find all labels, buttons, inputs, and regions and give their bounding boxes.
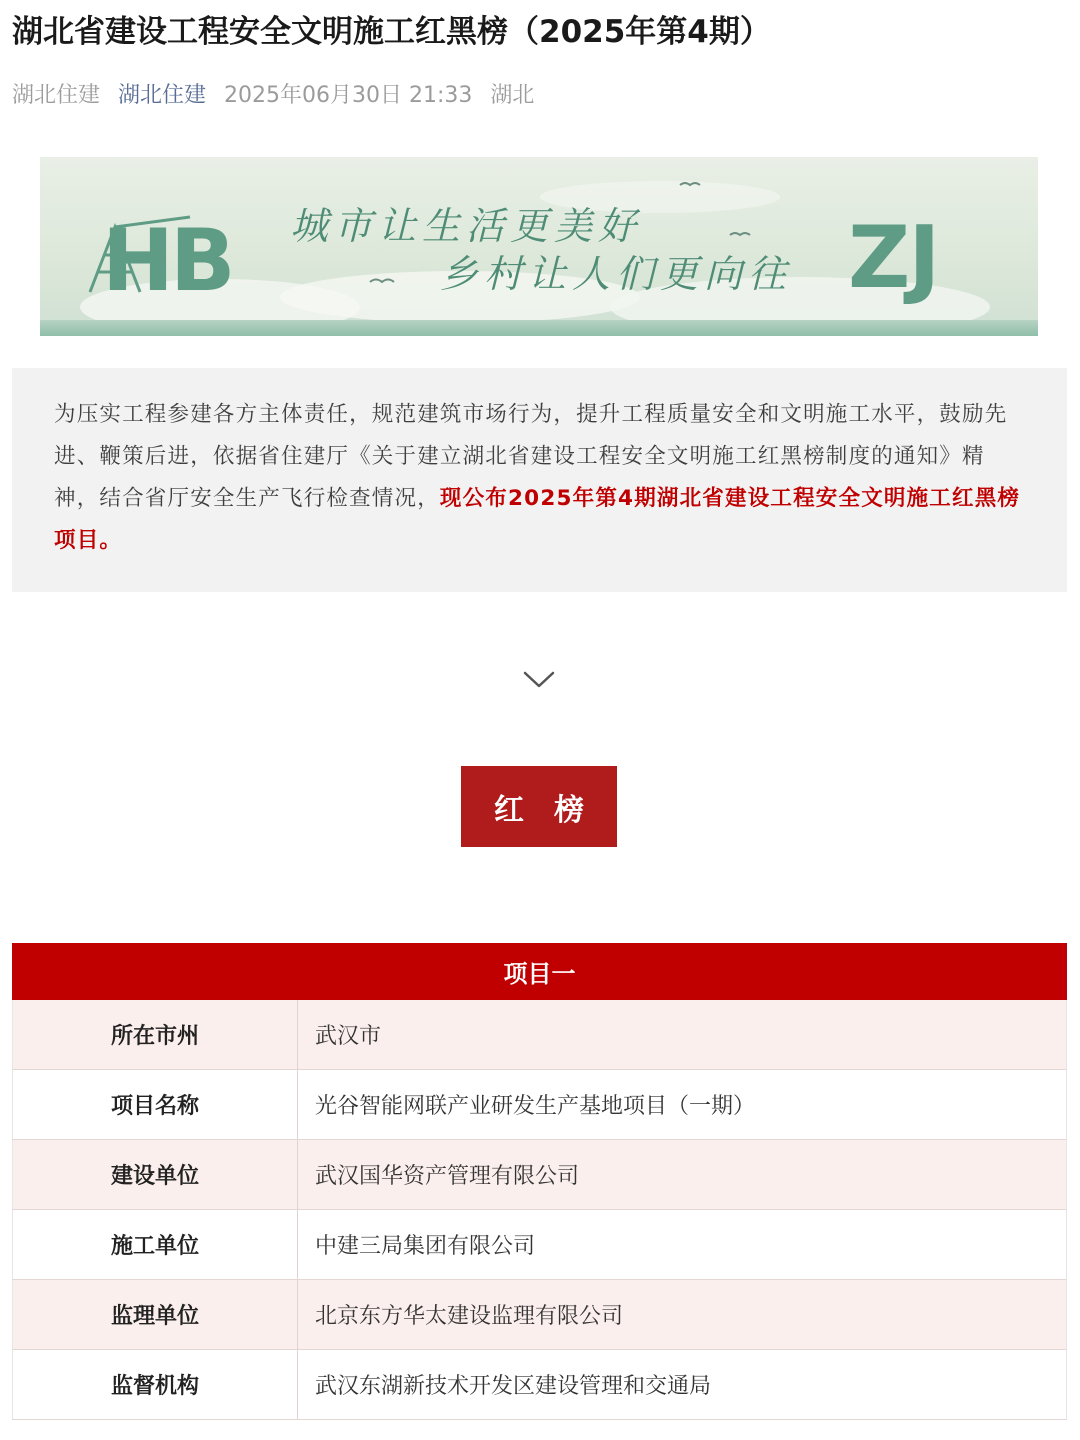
article-title: 湖北省建设工程安全文明施工红黑榜（2025年第4期） <box>12 14 771 50</box>
row-key: 所在市州 <box>13 1000 298 1069</box>
row-value: 武汉市 <box>315 1024 382 1049</box>
region: 湖北 <box>490 82 535 108</box>
project-table <box>12 943 1067 1420</box>
banner-slogan-line1: 城市让生活更美好 <box>290 204 643 248</box>
row-value: 北京东方华太建设监理有限公司 <box>315 1304 624 1329</box>
banner-logo-right: ZJ <box>848 208 939 308</box>
row-value: 光谷智能网联产业研发生产基地项目（一期） <box>315 1094 756 1119</box>
row-key: 监督机构 <box>13 1350 298 1419</box>
table-row <box>12 1140 1067 1210</box>
row-key: 施工单位 <box>13 1210 298 1279</box>
banner-illustration <box>40 157 1038 336</box>
banner-image <box>40 157 1038 336</box>
account-link[interactable]: 湖北住建 <box>118 82 207 108</box>
row-value: 武汉东湖新技术开发区建设管理和交通局 <box>315 1374 712 1399</box>
table-row <box>12 1070 1067 1140</box>
table-row <box>12 1000 1067 1070</box>
row-value: 中建三局集团有限公司 <box>315 1234 536 1259</box>
author: 湖北住建 <box>12 82 101 108</box>
table-row <box>12 1280 1067 1350</box>
chevron-down-icon[interactable] <box>522 668 556 692</box>
table-row <box>12 1210 1067 1280</box>
row-key: 建设单位 <box>13 1140 298 1209</box>
table-row <box>12 1350 1067 1420</box>
intro-box <box>12 368 1067 592</box>
row-key: 监理单位 <box>13 1280 298 1349</box>
intro-highlight: 现公布2025年第4期湖北省建设工程安全文明施工红黑榜项目。 <box>54 486 1021 553</box>
row-value: 武汉国华资产管理有限公司 <box>315 1164 580 1189</box>
project-table-header: 项目一 <box>12 943 1067 1000</box>
intro-text: 为压实工程参建各方主体责任，规范建筑市场行为，提升工程质量安全和文明施工水平，鼓励先进、鞭策后进，依据省住建厅《关于建立湖北省建设工程安全文明施工红黑榜制度的通知》精神，结合省厅安全生产飞行检查情况， <box>54 402 1008 511</box>
row-key: 项目名称 <box>13 1070 298 1139</box>
red-list-badge: 红榜 <box>461 766 617 847</box>
banner-logo-left: HB <box>102 211 232 311</box>
publish-time: 2025年06月30日 21:33 <box>224 82 473 108</box>
article-meta <box>12 76 534 110</box>
intro-paragraph <box>54 394 1024 562</box>
banner-slogan-line2: 乡村让人们更向往 <box>440 252 793 296</box>
